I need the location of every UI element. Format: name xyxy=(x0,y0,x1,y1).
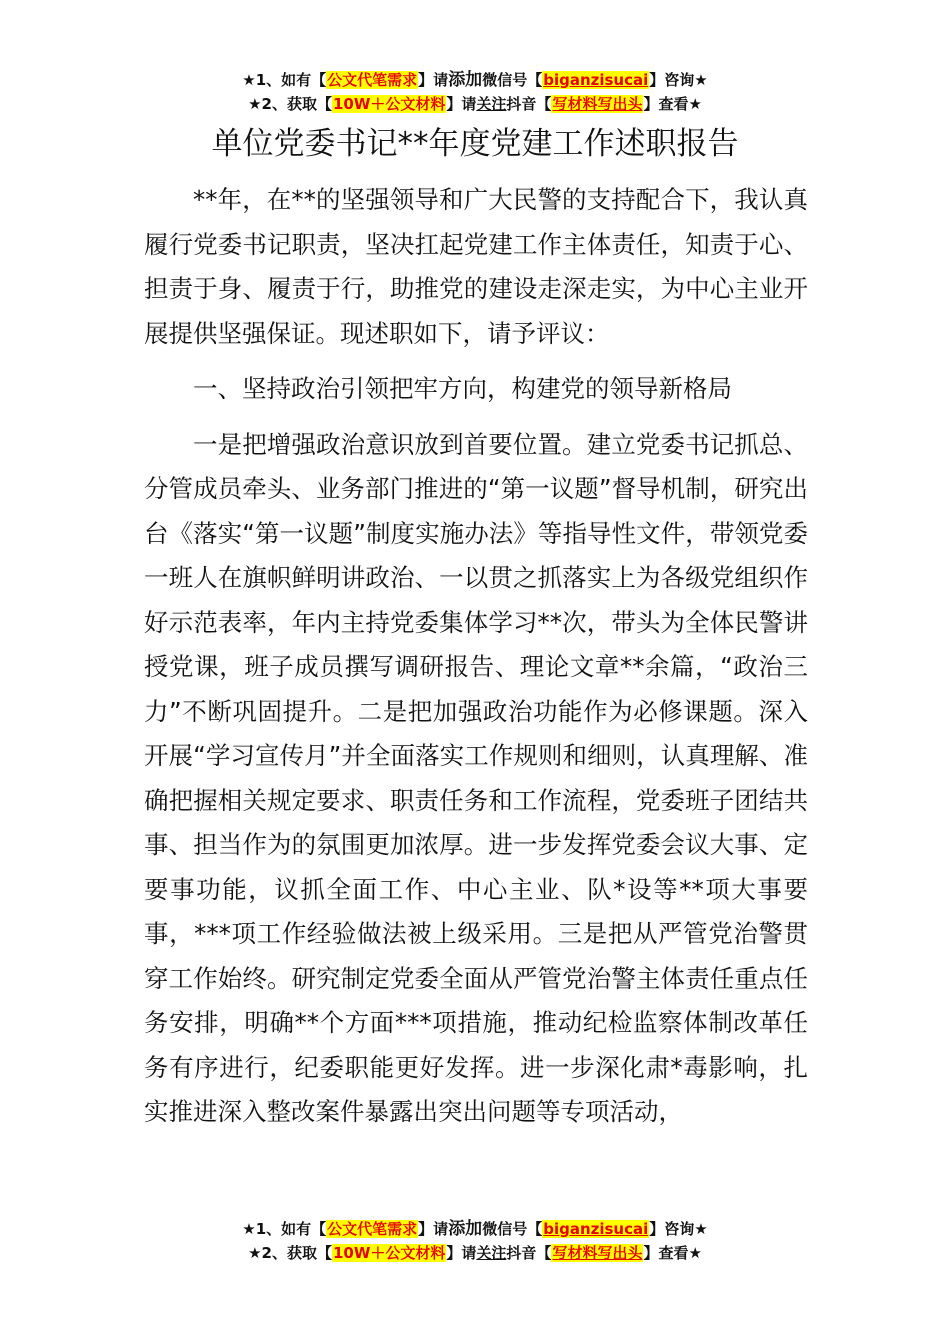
body-paragraph: 一是把增强政治意识放到首要位置。建立党委书记抓总、分管成员牵头、业务部门推进的“第一议题”督导机制，研究出台《落实“第一议题”制度实施办法》等指导性文件，带领党委一班人在旗帜鲜明讲政治、一以贯之抓落实上为各级党组织作好示范表率，年内主持党委集体学习**次，带头为全体民警讲授党课，班子成员撰写调研报告、理论文章**余篇，“政治三力”不断巩固提升。二是把加强政治功能作为必修课题。深入开展“学习宣传月”并全面落实工作规则和细则，认真理解、准确把握相关规定要求、职责任务和工作流程，党委班子团结共事、担当作为的氛围更加浓厚。进一步发挥党委会议大事、定要事功能，议抓全面工作、中心主业、队*设等**项大事要事，***项工作经验做法被上级采用。三是把从严管党治警贯穿工作始终。研究制定党委全面从严管党治警主体责任重点任务安排，明确**个方面***项措施，推动纪检监察体制改革任务有序进行，纪委职能更好发挥。进一步深化肃*毒影响，扎实推进深入整改案件暴露出突出问题等专项活动， xyxy=(144,429,808,1126)
banner-text: 】查看★ xyxy=(643,1244,702,1262)
banner-line-1 xyxy=(0,68,950,92)
highlight-wechat-id: biganzisucai xyxy=(543,1220,649,1238)
banner-emphasis: 添加 xyxy=(448,1219,483,1239)
banner-text: 】查看★ xyxy=(643,95,702,113)
banner-text: 】请 xyxy=(446,1244,477,1262)
banner-text: 】请 xyxy=(418,71,449,89)
banner-text: ★1、如有【 xyxy=(242,71,327,89)
banner-line-2 xyxy=(0,92,950,116)
banner-text: 微信号【 xyxy=(482,1220,543,1238)
highlight-douyin: 写材料写出头 xyxy=(552,95,643,113)
top-banner xyxy=(0,68,950,116)
intro-paragraph: **年，在**的坚强领导和广大民警的支持配合下，我认真履行党委书记职责，坚决扛起党建工作主体责任，知责于心、担责于身、履责于行，助推党的建设走深走实，为中心主业开展提供坚强保证。现述职如下，请予评议： xyxy=(144,185,808,348)
banner-text: ★2、获取【 xyxy=(248,95,332,113)
highlight-service: 公文代笔需求 xyxy=(327,1220,418,1238)
document-body xyxy=(144,178,808,1135)
section-heading: 一、坚持政治引领把牢方向，构建党的领导新格局 xyxy=(193,374,732,403)
bottom-banner xyxy=(0,1217,950,1265)
banner-text: 】咨询★ xyxy=(649,1220,708,1238)
highlight-materials: 10W＋公文材料 xyxy=(332,1244,446,1262)
highlight-materials: 10W＋公文材料 xyxy=(332,95,446,113)
banner-text: ★1、如有【 xyxy=(242,1220,327,1238)
highlight-douyin: 写材料写出头 xyxy=(552,1244,643,1262)
banner-emphasis: 添加 xyxy=(448,70,483,90)
banner-text: 】请 xyxy=(446,95,477,113)
banner-text: 】请 xyxy=(418,1220,449,1238)
banner-text: 抖音【 xyxy=(506,95,552,113)
banner-text: 微信号【 xyxy=(482,71,543,89)
banner-text: 抖音【 xyxy=(506,1244,552,1262)
banner-text: ★2、获取【 xyxy=(248,1244,332,1262)
banner-line-2 xyxy=(0,1241,950,1265)
banner-emphasis: 关注 xyxy=(476,1244,507,1262)
banner-emphasis: 关注 xyxy=(476,95,507,113)
banner-line-1 xyxy=(0,1217,950,1241)
highlight-service: 公文代笔需求 xyxy=(327,71,418,89)
document-title: 单位党委书记**年度党建工作述职报告 xyxy=(211,126,739,162)
banner-text: 】咨询★ xyxy=(649,71,708,89)
highlight-wechat-id: biganzisucai xyxy=(543,71,649,89)
